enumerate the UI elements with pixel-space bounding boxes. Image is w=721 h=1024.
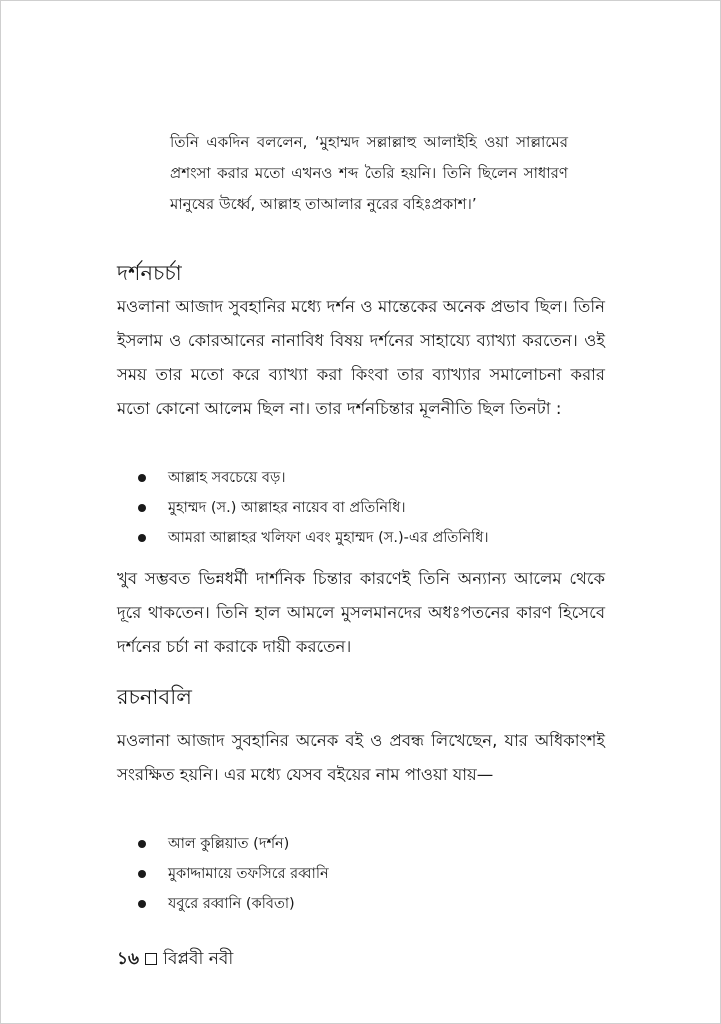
bullet-icon	[138, 840, 146, 848]
paragraph-philosophy: মওলানা আজাদ সুবহানির মধ্যে দর্শন ও মান্তেকের অনেক প্রভাব ছিল। তিনি ইসলাম ও কোরআনের নানাবিধ বিষয় দর্শনের সাহায্যে ব্যাখ্যা করতেন। ওই সময় তার মতো করে ব্যাখ্যা করা কিংবা তার ব্যাখ্যার সমালোচনা করার মতো কোনো আলেম ছিল না। তার দর্শনচিন্তার মূলনীতি ছিল তিনটা :	[117, 297, 605, 418]
page-footer	[117, 946, 233, 972]
paragraph-works: মওলানা আজাদ সুবহানির অনেক বই ও প্রবন্ধ লিখেছেন, যার অধিকাংশই সংরক্ষিত হয়নি। এর মধ্যে যেসব বইয়ের নাম পাওয়া যায়—	[117, 731, 605, 784]
list-item: মুহাম্মদ (স.) আল্লাহর নায়েব বা প্রতিনিধি।	[138, 493, 489, 523]
list-item: আল কুল্লিয়াত (দর্শন)	[138, 829, 329, 859]
list-item: আল্লাহ সবচেয়ে বড়।	[138, 463, 489, 493]
quote-block: তিনি একদিন বললেন, ‘মুহাম্মদ সল্লাল্লাহু আলাইহি ওয়া সাল্লামের প্রশংসা করার মতো এখনও শব্দ তৈরি হয়নি। তিনি ছিলেন সাধারণ মানুষের উর্ধ্বে, আল্লাহ তাআলার নুরের বহিঃপ্রকাশ।’	[170, 133, 568, 213]
bullet-icon	[138, 900, 146, 908]
page-number: ১৬	[117, 949, 140, 969]
section-heading-works: রচনাবলি	[117, 685, 192, 709]
book-title: বিপ্লবী নবী	[163, 949, 234, 969]
bullet-list-works	[138, 829, 329, 919]
bullet-icon	[138, 534, 146, 542]
bullet-icon	[138, 870, 146, 878]
list-item: যবুরে রব্বানি (কবিতা)	[138, 889, 329, 919]
bullet-list-principles	[138, 463, 489, 553]
list-item: মুকাদ্দামায়ে তফসিরে রব্বানি	[138, 859, 329, 889]
section-heading-philosophy: দর্শনচর্চা	[117, 261, 182, 285]
bullet-icon	[138, 504, 146, 512]
list-item: আমরা আল্লাহর খলিফা এবং মুহাম্মদ (স.)-এর প্রতিনিধি।	[138, 523, 489, 553]
square-icon	[145, 953, 157, 965]
bullet-icon	[138, 474, 146, 482]
paragraph-philosophy-2: খুব সম্ভবত ভিন্নধর্মী দার্শনিক চিন্তার কারণেই তিনি অন্যান্য আলেম থেকে দূরে থাকতেন। তিনি হাল আমলে মুসলমানদের অধঃপতনের কারণ হিসেবে দর্শনের চর্চা না করাকে দায়ী করতেন।	[117, 569, 605, 656]
